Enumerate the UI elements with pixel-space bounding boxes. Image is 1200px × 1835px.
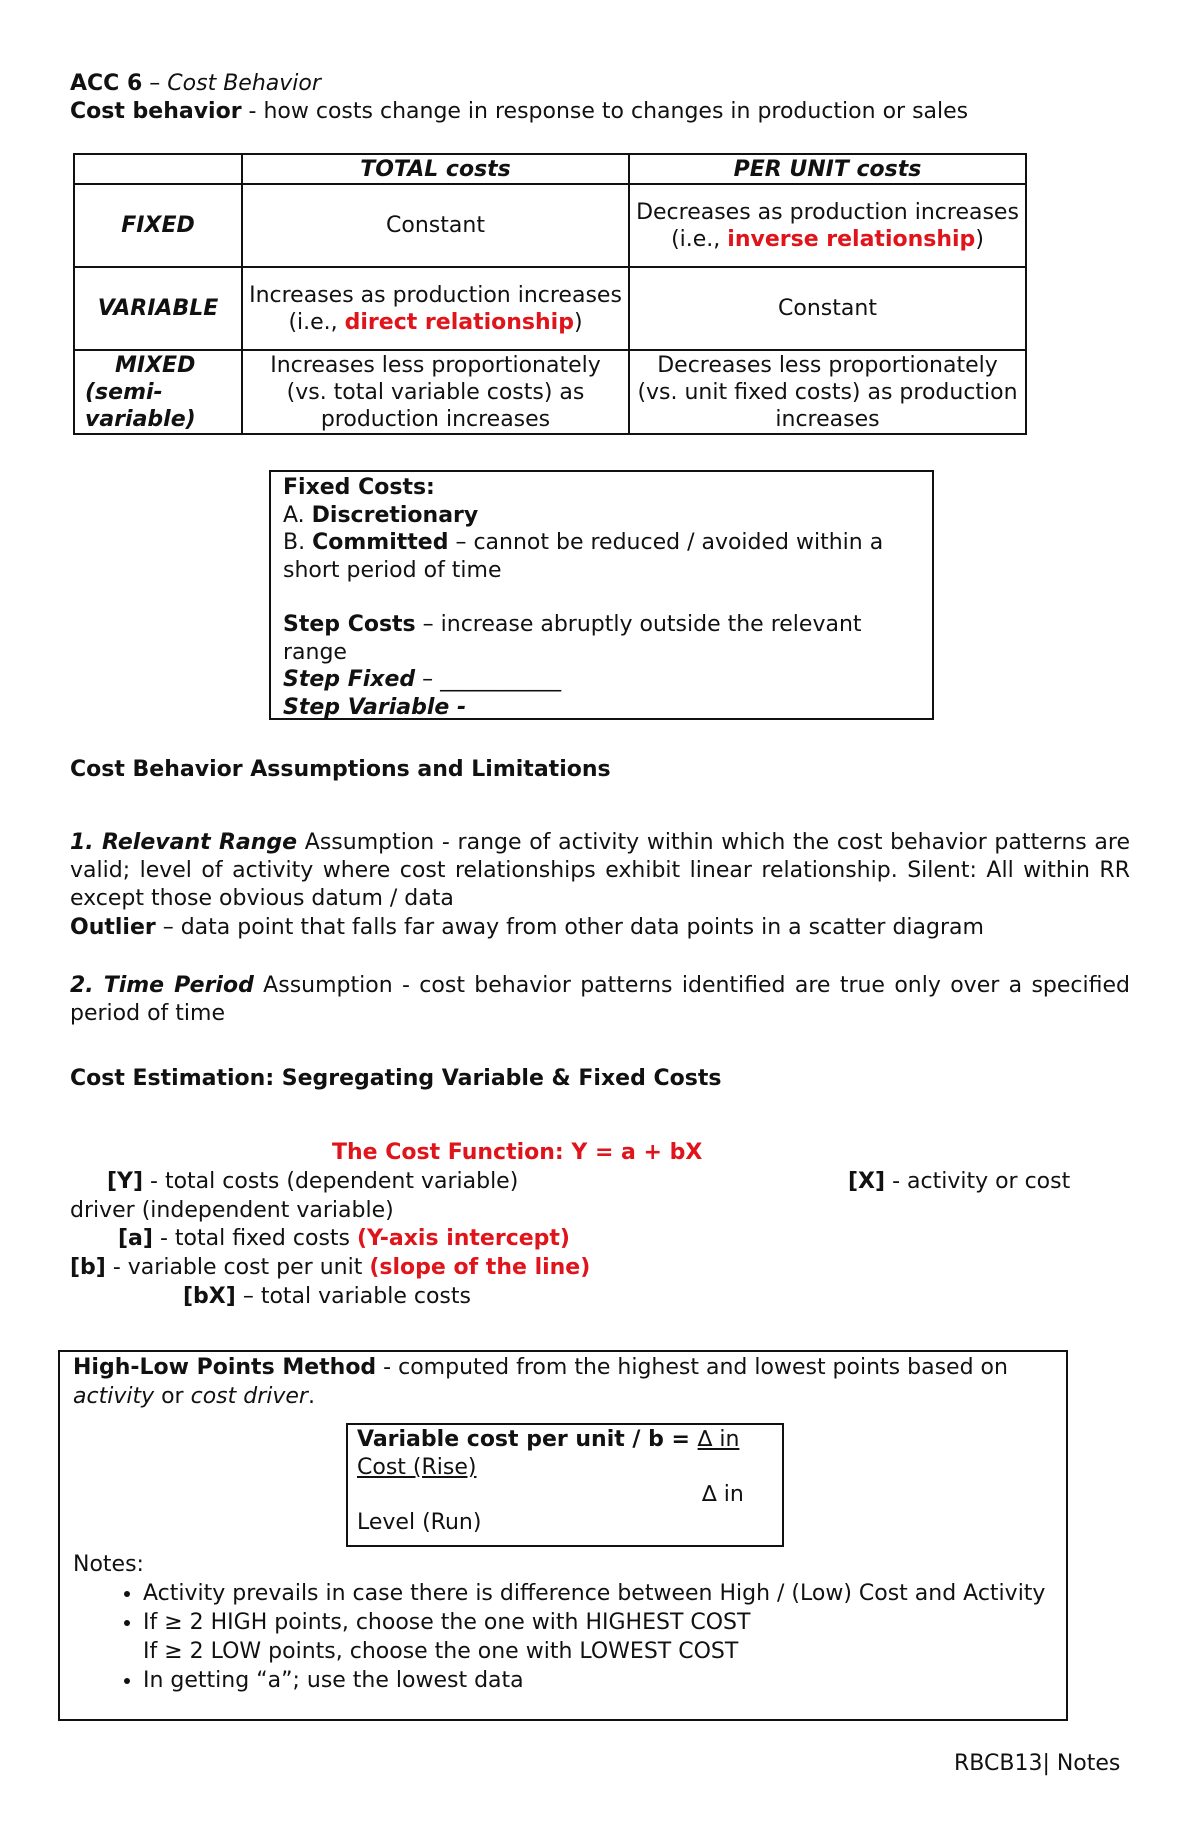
high-low-text: - computed from the highest and lowest points based on [376,1355,1008,1380]
variable-unit-cell: Constant [629,267,1026,350]
y-text: - total costs (dependent variable) [143,1169,519,1194]
table-corner-cell [74,154,242,184]
cost-behavior-definition [70,98,968,126]
relevant-range-text: Assumption - range of activity within which the cost behavior patterns are valid; level of activity where cost relationships exhibit linear relationship. Silent: All within RR except those obvious datum / data [70,830,1130,911]
step-fixed-blank: – ___________ [415,667,562,692]
fixed-unit-close: ) [975,226,984,252]
table-row-variable [74,267,1026,350]
period: . [307,1384,315,1409]
x-definition-cont [70,1197,394,1225]
bx-term: [bX] [183,1284,236,1309]
activity-word: activity [73,1384,155,1409]
relevant-range-paragraph [70,829,1130,913]
cost-function-text: The Cost Function: Y = a + bX [332,1140,703,1165]
b-prefix: B. [283,530,313,555]
fixed-total-cell: Constant [242,184,629,267]
x-text: - activity or cost [885,1169,1071,1194]
mixed-label: MIXED [115,352,196,378]
step-costs-term: Step Costs [283,612,416,637]
y-term: [Y] [107,1169,144,1194]
outlier-line [70,914,984,942]
estimation-heading-text: Cost Estimation: Segregating Variable & Fixed Costs [70,1066,722,1091]
notes-label: Notes: [73,1552,144,1577]
fixed-costs-title: Fixed Costs: [283,475,435,500]
mixed-total-cell: Increases less proportionately (vs. total variable costs) as production increases [242,350,629,434]
formula-label: Variable cost per unit / b = [357,1427,698,1452]
note-low: If ≥ 2 LOW points, choose the one with LOWEST COST [143,1639,739,1664]
footer-label [954,1750,1120,1778]
committed-term: Committed [312,530,449,555]
time-period-text: Assumption - cost behavior patterns identified are true only over a specified period of time [70,973,1131,1026]
list-item: • In getting “a”; use the lowest data [143,1666,1058,1695]
discretionary-line [283,502,922,530]
y-axis-intercept: (Y-axis intercept) [356,1226,570,1251]
estimation-heading [70,1065,721,1093]
step-costs-text: – increase abruptly outside the relevant range [283,612,862,665]
col-header-unit: PER UNIT costs [629,154,1026,184]
note-high: If ≥ 2 HIGH points, choose the one with HIGHEST COST [143,1610,751,1635]
x-term: [X] [848,1169,886,1194]
high-low-intro [73,1353,1056,1411]
direct-relationship: direct relationship [344,309,574,335]
y-definition [107,1168,518,1196]
cost-rise: Cost (Rise) [357,1454,477,1480]
time-period-term: Time Period [103,973,254,998]
row-label-variable: VARIABLE [74,267,242,350]
definition-term: Cost behavior [70,99,242,124]
mixed-sublabel: (semi-variable) [85,379,196,432]
step-variable-term: Step Variable - [283,694,467,720]
topic-title: Cost Behavior [167,71,321,96]
discretionary-term: Discretionary [311,502,479,528]
bx-text: – total variable costs [235,1284,471,1309]
fixed-unit-text: Decreases as production increases (i.e., [636,199,1019,252]
high-low-box [58,1350,1068,1721]
item-2-number: 2. [70,973,104,998]
delta-cost: ∆ in [697,1427,740,1452]
doc-title [70,70,321,98]
a-text: - total fixed costs [152,1226,357,1251]
list-item: • Activity prevails in case there is difference between High / (Low) Cost and Activity [143,1579,1058,1608]
table-row-fixed [74,184,1026,267]
mixed-unit-cell: Decreases less proportionately (vs. unit fixed costs) as production increases [629,350,1026,434]
fixed-unit-cell [629,184,1026,267]
variable-cost-formula-box [346,1423,784,1547]
outlier-term: Outlier [70,915,156,940]
or-word: or [154,1384,191,1409]
bx-definition [183,1283,471,1311]
notes-list [73,1579,1058,1695]
variable-total-text: Increases as production increases (i.e., [249,282,622,335]
title-dash: – [142,71,168,96]
table-row-mixed [74,350,1026,434]
row-label-mixed [74,350,242,434]
b-definition [70,1254,590,1282]
course-code: ACC 6 [70,71,143,96]
inverse-relationship: inverse relationship [727,226,976,252]
relevant-range-term: Relevant Range [102,830,298,855]
a-definition [118,1225,570,1253]
row-label-fixed: FIXED [74,184,242,267]
assumptions-heading-text: Cost Behavior Assumptions and Limitations [70,757,611,782]
item-1-number: 1. [70,830,103,855]
delta-level: ∆ in [702,1482,744,1507]
list-item [143,1608,1058,1666]
time-period-paragraph [70,972,1130,1028]
step-variable-line [283,694,922,722]
a-prefix: A. [283,502,312,528]
outlier-text: – data point that falls far away from other data points in a scatter diagram [155,915,984,940]
cost-function [332,1139,702,1167]
col-header-total: TOTAL costs [242,154,629,184]
committed-text: – cannot be reduced / avoided within a short period of time [283,530,884,583]
cost-driver-word: cost driver [190,1384,308,1409]
assumptions-heading [70,756,611,784]
b-text: - variable cost per unit [105,1255,370,1280]
x-cont-text: driver (independent variable) [70,1198,394,1223]
table-header-row [74,154,1026,184]
fixed-costs-box [269,470,934,720]
variable-total-cell [242,267,629,350]
slope-of-line: (slope of the line) [369,1255,591,1280]
level-run: Level (Run) [357,1509,482,1535]
cost-behavior-table [73,153,1027,435]
step-costs-line [283,611,922,666]
committed-line [283,529,922,584]
step-fixed-term: Step Fixed [283,667,416,692]
footer-text: RBCB13| Notes [954,1751,1121,1776]
high-low-term: High-Low Points Method [73,1355,377,1380]
notes-section [73,1550,1058,1695]
a-term: [a] [118,1226,153,1251]
step-fixed-line [283,666,922,694]
b-term: [b] [70,1255,106,1280]
variable-total-close: ) [573,309,583,335]
x-definition [848,1168,1070,1196]
definition-text: - how costs change in response to changes in production or sales [241,99,969,124]
